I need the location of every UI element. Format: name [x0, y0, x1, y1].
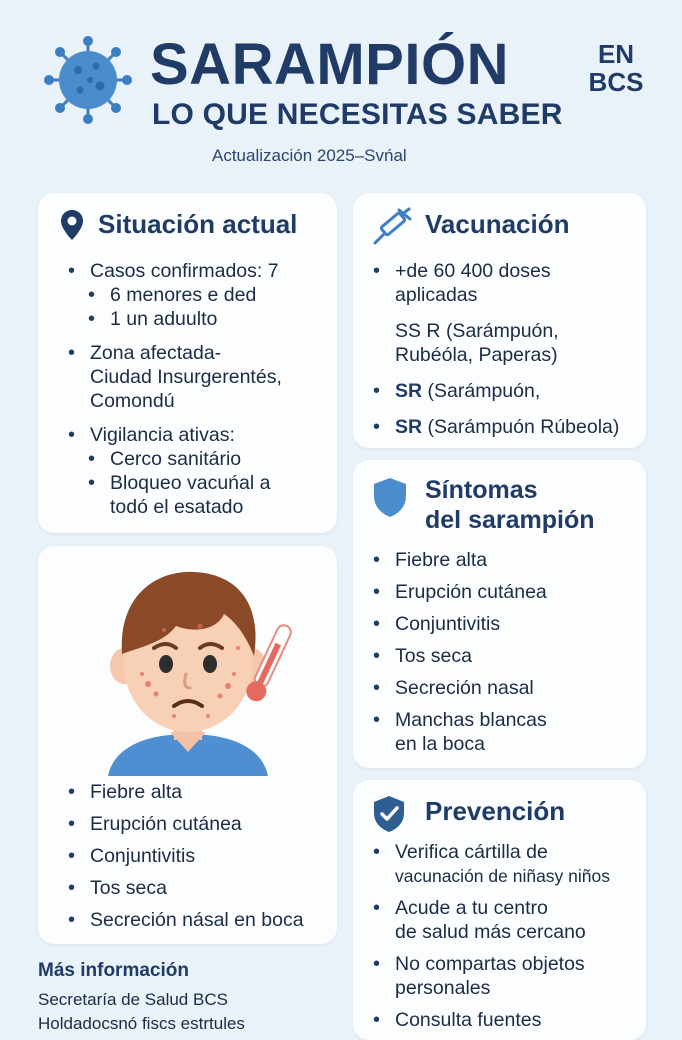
- prevencion-list: [367, 840, 647, 1032]
- list-item: aplicadas: [395, 284, 478, 306]
- vacunacion-list: [367, 259, 642, 439]
- list-item: • Acude a tu centro: [367, 896, 647, 920]
- list-item: • Conjuntivitis: [62, 844, 337, 868]
- page-title: SARAMPIÓN: [150, 32, 509, 97]
- title-tag-bcs: BCS: [588, 67, 644, 97]
- more-info-line: Holdadocsnó fiscs estrtules: [38, 1014, 245, 1033]
- header: [0, 0, 682, 190]
- vaccine-desc: (Sarámpuón Rúbeola): [427, 416, 620, 438]
- list-item: • Vigilancia ativas:: [62, 423, 332, 447]
- vaccine-code: SR: [395, 380, 423, 402]
- shield-check-icon: [371, 794, 407, 834]
- list-item: • 1 un aduulto: [62, 307, 332, 331]
- list-item: personales: [395, 977, 491, 999]
- list-item: • Manchas blancas: [367, 708, 642, 732]
- vaccine-desc: (Sarámpuón,: [445, 320, 559, 342]
- list-item: • Zona afectada-: [62, 341, 332, 365]
- list-item: • Fiebre alta: [367, 548, 642, 572]
- list-item: • Verifica cártilla de: [367, 840, 647, 864]
- list-item: • 6 menores e ded: [62, 283, 332, 307]
- virus-icon: [44, 36, 132, 124]
- list-item: [367, 379, 642, 403]
- list-item: Comondú: [90, 390, 175, 412]
- list-item: Ciudad Insurgerentés,: [90, 366, 282, 388]
- situacion-card: [38, 193, 337, 533]
- list-item: [367, 319, 642, 343]
- more-info-line: Secretaría de Salud BCS: [38, 990, 228, 1009]
- list-item: • Fiebre alta: [62, 780, 337, 804]
- prevencion-card: [353, 780, 646, 1040]
- list-item: • Consulta fuentes: [367, 1008, 647, 1032]
- child-card-list: [62, 780, 337, 932]
- sintomas-title-1: Síntomas: [425, 476, 538, 504]
- situacion-title: Situación actual: [98, 209, 298, 239]
- list-item: • Conjuntivitis: [367, 612, 642, 636]
- prevencion-title: Prevención: [425, 796, 566, 826]
- list-item: • Tos seca: [367, 644, 642, 668]
- sintomas-title-2: del sarampión: [425, 506, 595, 534]
- title-location-tag: [586, 40, 646, 96]
- shield-icon: [371, 476, 409, 518]
- more-info-title: Más información: [38, 960, 189, 981]
- vacunacion-title: Vacunación: [425, 209, 570, 239]
- title-tag-en: EN: [597, 39, 635, 69]
- list-item: en la boca: [395, 733, 485, 755]
- child-card: [38, 546, 337, 944]
- list-item: • Erupción cutánea: [367, 580, 642, 604]
- situacion-list: [62, 259, 332, 519]
- list-item: de salud más cercano: [395, 921, 586, 943]
- sintomas-list: [367, 548, 642, 756]
- list-item: [367, 415, 642, 439]
- update-label: Actualización 2025–Svńal: [212, 146, 407, 165]
- list-item: • No compartas objetos: [367, 952, 647, 976]
- list-item: • Secreción nasal: [367, 676, 642, 700]
- vaccine-code: SR: [395, 416, 423, 438]
- syringe-icon: [371, 207, 415, 247]
- list-item: Rubéóla, Paperas): [395, 344, 558, 366]
- list-item: • Casos confirmados: 7: [62, 259, 332, 283]
- list-item: todó el esatado: [110, 496, 244, 518]
- sintomas-card: [353, 460, 646, 768]
- list-item: • Tos seca: [62, 876, 337, 900]
- location-pin-icon: [60, 209, 84, 241]
- vaccine-code: SS R: [395, 320, 441, 342]
- list-item: • +de 60 400 doses: [367, 259, 642, 283]
- page-subtitle: LO QUE NECESITAS SABER: [152, 98, 563, 131]
- vacunacion-card: [353, 193, 646, 448]
- thermometer-icon: [242, 618, 296, 710]
- list-item: • Secreción násal en boca: [62, 908, 337, 932]
- list-item: • Bloqueo vacuńal a: [62, 471, 332, 495]
- list-item: • Cerco sanitário: [62, 447, 332, 471]
- list-item: • Erupción cutánea: [62, 812, 337, 836]
- vaccine-desc: (Sarámpuón,: [427, 380, 541, 402]
- list-item: vacunación de niñasy niños: [395, 866, 611, 886]
